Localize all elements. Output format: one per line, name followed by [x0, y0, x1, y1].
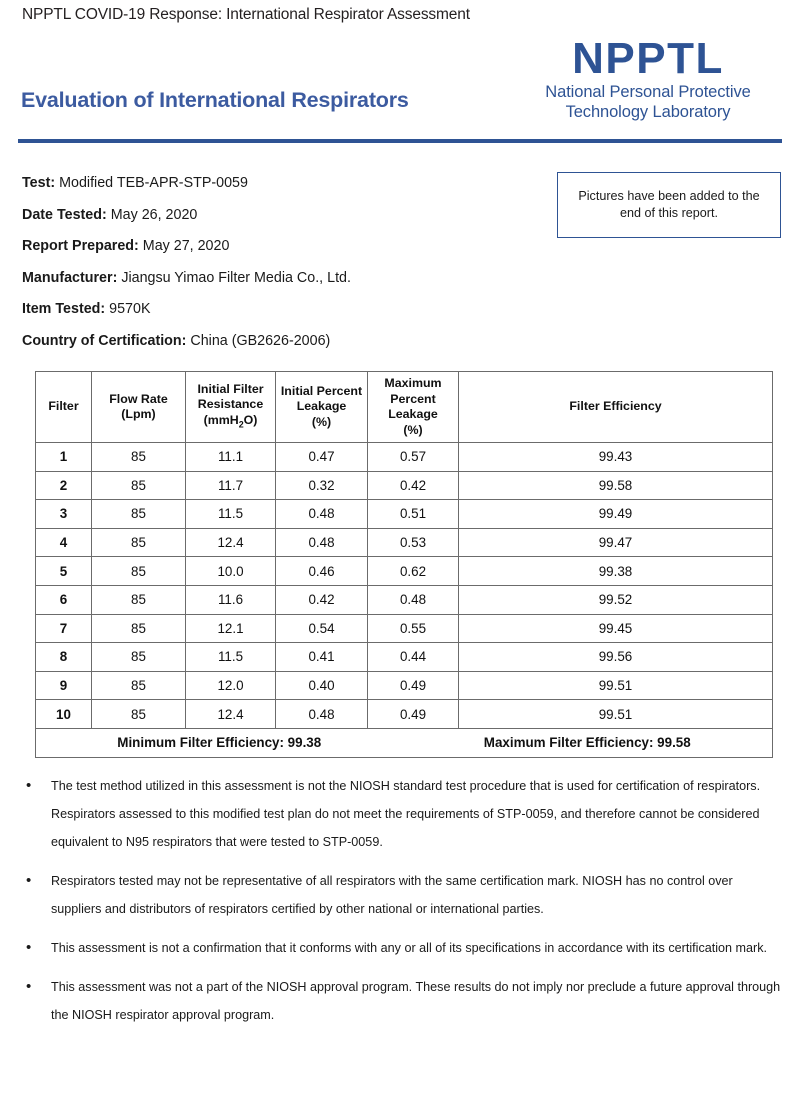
metadata-label-report-prepared: Report Prepared: — [22, 238, 139, 254]
column-header-initial-leakage-line-1: Initial Percent — [280, 383, 363, 398]
cell-flow-rate: 85 — [92, 528, 186, 557]
metadata-label-item-tested: Item Tested: — [22, 301, 106, 317]
cell-resistance: 11.6 — [186, 585, 276, 614]
cell-max-leakage: 0.62 — [368, 557, 459, 586]
disclaimer-text: Respirators tested may not be representative of all respirators with the same certification mark. NIOSH has no control over suppliers and distributors of respirators certified by other national or international parties. — [51, 874, 733, 916]
metadata-row-test — [22, 168, 542, 200]
column-header-max-leakage-line-1: Maximum — [384, 376, 442, 390]
cell-resistance: 12.1 — [186, 614, 276, 643]
column-header-resistance-line-3: (mmH$_2$O) — [203, 412, 258, 429]
metadata-label-date-tested: Date Tested: — [22, 206, 107, 223]
cell-filter: 4 — [36, 528, 92, 557]
table-body — [36, 443, 773, 758]
cell-max-leakage: 0.44 — [368, 643, 459, 672]
metadata-value-date-tested: May 26, 2020 — [110, 206, 198, 223]
summary-cell — [36, 728, 773, 757]
table-summary-row — [36, 728, 773, 757]
maximum-filter-efficiency: Maximum Filter Efficiency: 99.58 — [483, 735, 691, 751]
cell-efficiency: 99.51 — [459, 700, 773, 729]
cell-initial-leakage: 0.41 — [276, 643, 368, 672]
metadata-value-report-prepared: May 27, 2020 — [142, 238, 230, 254]
pictures-notice-line-1: Pictures have been added to the — [578, 189, 760, 203]
cell-max-leakage: 0.42 — [368, 471, 459, 500]
column-header-initial-filter-resistance — [186, 372, 276, 443]
column-header-max-leakage-line-2: Percent Leakage — [388, 391, 438, 421]
metadata-row-manufacturer — [22, 263, 542, 295]
cell-initial-leakage: 0.54 — [276, 614, 368, 643]
metadata-value-country-of-certification: China (GB2626-2006) — [190, 332, 331, 349]
npptl-logo-line-1: National Personal Protective — [545, 83, 751, 101]
table-row — [36, 671, 773, 700]
table-header — [36, 372, 773, 443]
cell-resistance: 12.0 — [186, 671, 276, 700]
cell-resistance: 11.5 — [186, 643, 276, 672]
test-metadata — [22, 168, 542, 357]
table-header-row — [36, 372, 773, 443]
cell-filter: 5 — [36, 557, 92, 586]
metadata-row-report-prepared — [22, 231, 542, 263]
cell-resistance: 12.4 — [186, 700, 276, 729]
cell-initial-leakage: 0.42 — [276, 585, 368, 614]
cell-efficiency: 99.51 — [459, 671, 773, 700]
page-title: Evaluation of International Respirators — [21, 88, 409, 112]
cell-max-leakage: 0.53 — [368, 528, 459, 557]
cell-max-leakage: 0.57 — [368, 443, 459, 472]
column-header-filter-efficiency — [459, 372, 773, 443]
table-row — [36, 700, 773, 729]
header-divider — [18, 139, 782, 143]
table-row — [36, 471, 773, 500]
npptl-logo-wordmark: NPPTL — [572, 34, 724, 83]
metadata-value-item-tested: 9570K — [109, 301, 151, 317]
list-item — [23, 973, 785, 1029]
metadata-value-manufacturer: Jiangsu Yimao Filter Media Co., Ltd. — [121, 269, 351, 286]
column-header-filter-line-1: Filter — [48, 399, 79, 414]
metadata-label-country-of-certification: Country of Certification: — [22, 332, 187, 349]
list-item — [23, 772, 785, 856]
table-row — [36, 585, 773, 614]
cell-efficiency: 99.56 — [459, 643, 773, 672]
column-header-filter — [36, 372, 92, 443]
cell-max-leakage: 0.55 — [368, 614, 459, 643]
column-header-initial-leakage-line-2: Leakage — [296, 399, 347, 414]
cell-initial-leakage: 0.48 — [276, 500, 368, 529]
document-kicker: NPPTL COVID-19 Response: International Respirator Assessment — [22, 6, 470, 23]
cell-resistance: 11.5 — [186, 500, 276, 529]
disclaimer-text: This assessment is not a confirmation that it conforms with any or all of its specifications in accordance with its certification mark. — [51, 941, 768, 955]
cell-efficiency: 99.49 — [459, 500, 773, 529]
cell-filter: 3 — [36, 500, 92, 529]
column-header-flow-rate-line-2: (Lpm) — [121, 407, 156, 421]
cell-initial-leakage: 0.48 — [276, 528, 368, 557]
cell-efficiency: 99.47 — [459, 528, 773, 557]
cell-resistance: 12.4 — [186, 528, 276, 557]
minimum-filter-efficiency: Minimum Filter Efficiency: 99.38 — [117, 735, 322, 751]
metadata-row-country-of-certification — [22, 326, 542, 358]
metadata-row-item-tested — [22, 294, 542, 326]
cell-filter: 10 — [36, 700, 92, 729]
pictures-notice-box — [557, 172, 781, 238]
metadata-row-date-tested — [22, 200, 542, 232]
cell-efficiency: 99.38 — [459, 557, 773, 586]
table-row — [36, 500, 773, 529]
column-header-resistance-line-2: Resistance — [197, 397, 264, 412]
cell-filter: 1 — [36, 443, 92, 472]
npptl-logo-line-2: Technology Laboratory — [565, 103, 731, 121]
cell-resistance: 10.0 — [186, 557, 276, 586]
cell-filter: 7 — [36, 614, 92, 643]
cell-max-leakage: 0.49 — [368, 671, 459, 700]
column-header-initial-percent-leakage — [276, 372, 368, 443]
bullet-icon: • — [26, 939, 32, 956]
table-row — [36, 557, 773, 586]
cell-filter: 2 — [36, 471, 92, 500]
column-header-resistance-line-1: Initial Filter — [197, 381, 264, 396]
cell-flow-rate: 85 — [92, 471, 186, 500]
cell-resistance: 11.7 — [186, 471, 276, 500]
document-header — [0, 0, 800, 150]
cell-max-leakage: 0.49 — [368, 700, 459, 729]
cell-max-leakage: 0.51 — [368, 500, 459, 529]
cell-filter: 8 — [36, 643, 92, 672]
metadata-value-test: Modified TEB-APR-STP-0059 — [59, 175, 248, 191]
cell-initial-leakage: 0.32 — [276, 471, 368, 500]
table-row — [36, 443, 773, 472]
list-item — [23, 934, 785, 962]
column-header-filter-efficiency-line-1: Filter Efficiency — [569, 399, 662, 414]
table-row — [36, 528, 773, 557]
pictures-notice-line-2: end of this report. — [619, 206, 718, 220]
cell-flow-rate: 85 — [92, 500, 186, 529]
cell-initial-leakage: 0.47 — [276, 443, 368, 472]
metadata-label-manufacturer: Manufacturer: — [22, 269, 118, 286]
cell-filter: 9 — [36, 671, 92, 700]
cell-efficiency: 99.43 — [459, 443, 773, 472]
npptl-logo — [514, 36, 782, 122]
column-header-flow-rate-line-1: Flow Rate — [109, 391, 168, 406]
column-header-initial-leakage-line-3: (%) — [311, 414, 332, 429]
cell-efficiency: 99.45 — [459, 614, 773, 643]
disclaimer-text: The test method utilized in this assessment is not the NIOSH standard test procedure that is used for certification of respirators. Respirators assessed to this modified test plan do not meet the requirements of STP-0059, and therefore cannot be considered equivalent to N95 respirators that were tested to STP-0059. — [51, 779, 761, 849]
cell-initial-leakage: 0.46 — [276, 557, 368, 586]
bullet-icon: • — [26, 777, 32, 794]
cell-flow-rate: 85 — [92, 585, 186, 614]
table-row — [36, 614, 773, 643]
disclaimer-list — [23, 772, 785, 1040]
pictures-notice-text — [578, 188, 759, 222]
cell-flow-rate: 85 — [92, 700, 186, 729]
table-row — [36, 643, 773, 672]
disclaimer-text: This assessment was not a part of the NIOSH approval program. These results do not imply nor preclude a future approval through the NIOSH respirator approval program. — [51, 980, 781, 1022]
cell-flow-rate: 85 — [92, 557, 186, 586]
cell-efficiency: 99.58 — [459, 471, 773, 500]
bullet-icon: • — [26, 872, 32, 889]
metadata-label-test: Test: — [22, 175, 56, 191]
cell-flow-rate: 85 — [92, 614, 186, 643]
cell-initial-leakage: 0.48 — [276, 700, 368, 729]
column-header-flow-rate — [92, 372, 186, 443]
cell-flow-rate: 85 — [92, 671, 186, 700]
cell-flow-rate: 85 — [92, 643, 186, 672]
column-header-max-leakage-line-3: (%) — [403, 422, 423, 437]
list-item — [23, 867, 785, 923]
cell-flow-rate: 85 — [92, 443, 186, 472]
cell-filter: 6 — [36, 585, 92, 614]
filter-results-table — [35, 371, 773, 758]
cell-initial-leakage: 0.40 — [276, 671, 368, 700]
bullet-icon: • — [26, 978, 32, 995]
column-header-maximum-percent-leakage — [368, 372, 459, 443]
cell-efficiency: 99.52 — [459, 585, 773, 614]
cell-max-leakage: 0.48 — [368, 585, 459, 614]
cell-resistance: 11.1 — [186, 443, 276, 472]
